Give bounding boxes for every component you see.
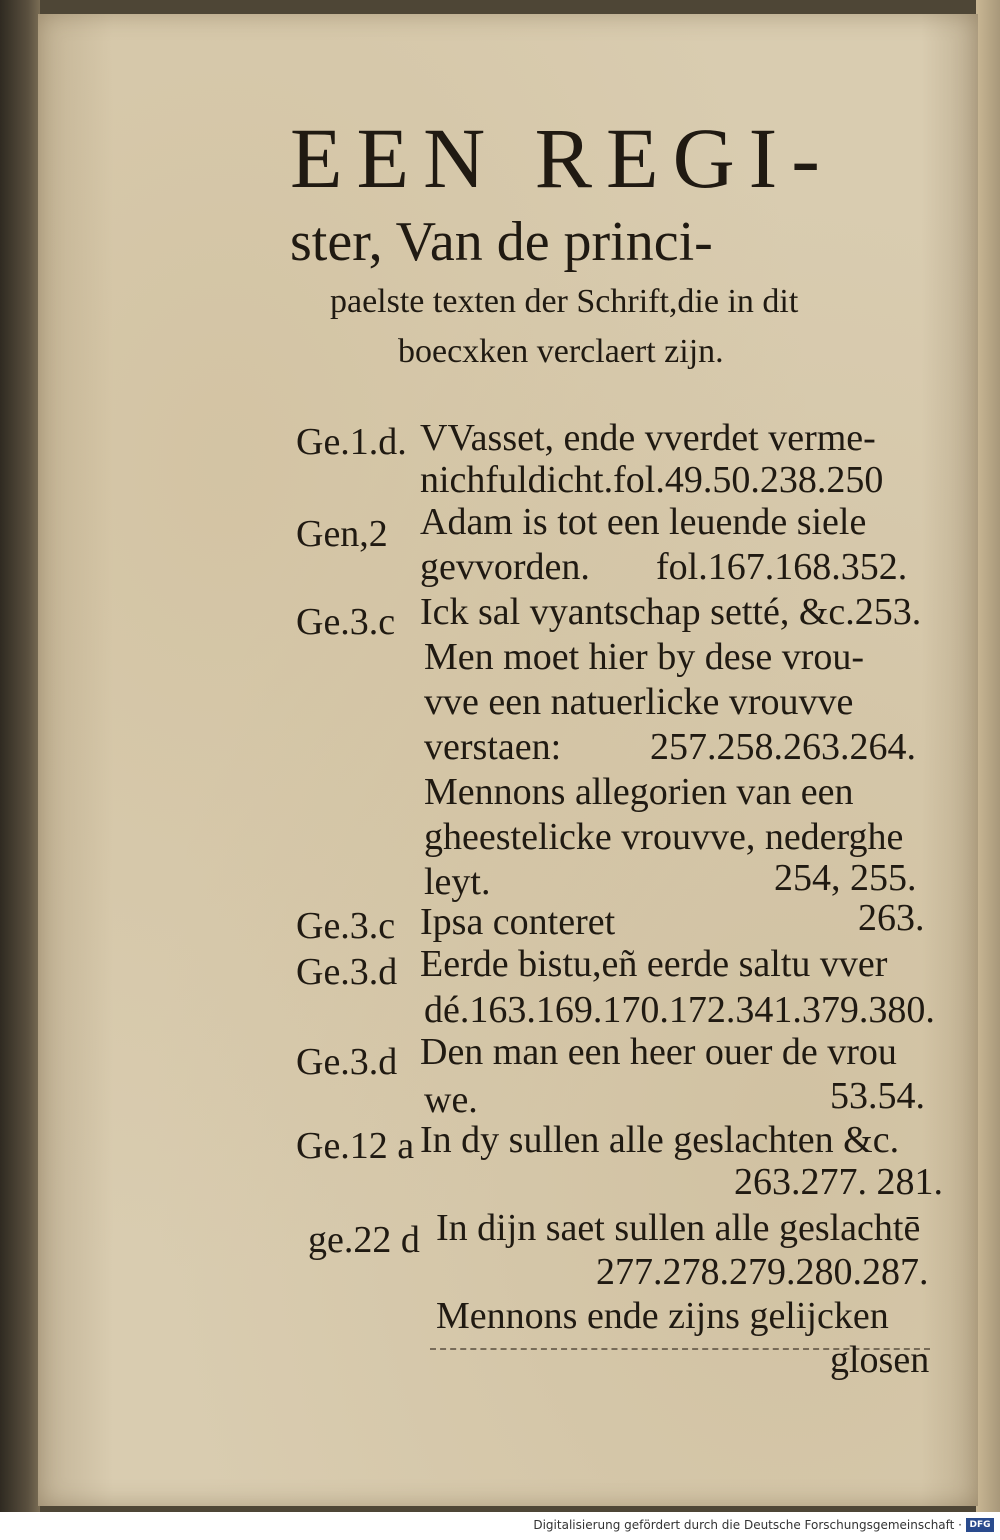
entry-page-numbers: 263.	[858, 897, 925, 939]
entry-page-numbers: 263.277. 281.	[734, 1161, 943, 1203]
entry-line: leyt.	[424, 861, 491, 903]
heading-line-2: ster, Van de princi-	[290, 211, 713, 273]
footer-credit: Digitalisierung gefördert durch die Deutsche Forschungsgemeinschaft ·	[533, 1518, 962, 1532]
entry-reference: Ge.12 a	[296, 1125, 415, 1167]
entry-line: Ipsa conteret	[420, 901, 616, 943]
entry-page-numbers: fol.167.168.352.	[656, 546, 908, 588]
entry-line: Eerde bistu,eñ eerde saltu vver	[420, 943, 888, 985]
heading-line-1: EEN REGI-	[290, 110, 834, 206]
page-edge	[976, 0, 1000, 1512]
entry-line: In dy sullen alle geslachten &c.	[420, 1119, 900, 1161]
footer-strip	[0, 1512, 1000, 1540]
entry-page-numbers: 254, 255.	[774, 857, 917, 899]
entry-line: verstaen:	[424, 726, 562, 768]
entry-line: Mennons allegorien van een	[424, 771, 854, 813]
entry-page-numbers: 277.278.279.280.287.	[596, 1251, 929, 1293]
heading-line-4: boecxken verclaert zijn.	[398, 333, 724, 370]
entry-reference: Ge.3.d	[296, 951, 398, 993]
entry-reference: Gen,2	[296, 513, 388, 555]
entry-line: Men moet hier by dese vrou-	[424, 636, 865, 678]
entry-page-numbers: 257.258.263.264.	[650, 726, 916, 768]
entry-reference: Ge.3.c	[296, 905, 396, 947]
book-gutter	[0, 0, 40, 1512]
closing-line-1: Mennons ende zijns gelijcken	[436, 1295, 889, 1337]
entry-line: dé.163.169.170.172.341.379.380.	[424, 989, 935, 1031]
entry-line: gheestelicke vrouvve, nederghe	[424, 816, 904, 858]
entry-line: Adam is tot een leuende siele	[420, 501, 867, 543]
entry-line: Ick sal vyantschap setté, &c.253.	[420, 591, 922, 633]
heading-line-3: paelste texten der Schrift,die in dit	[330, 283, 799, 320]
closing-line-2: glosen	[830, 1339, 930, 1381]
entry-line: In dijn saet sullen alle geslachtē	[436, 1207, 921, 1249]
entry-page-numbers: 53.54.	[830, 1075, 925, 1117]
entry-reference: Ge.3.c	[296, 601, 396, 643]
entry-line: VVasset, ende vverdet verme-	[420, 417, 876, 459]
dfg-logo-icon: DFG	[966, 1518, 994, 1532]
entry-reference: Ge.1.d.	[296, 421, 407, 463]
entry-line: nichfuldicht.fol.49.50.238.250	[420, 459, 884, 501]
entry-line: Den man een heer ouer de vrou	[420, 1031, 897, 1073]
entry-line: we.	[424, 1079, 478, 1121]
entry-reference: ge.22 d	[308, 1219, 420, 1261]
entry-line: gevvorden.	[420, 546, 590, 588]
entry-reference: Ge.3.d	[296, 1041, 398, 1083]
entry-line: vve een natuerlicke vrouvve	[424, 681, 854, 723]
